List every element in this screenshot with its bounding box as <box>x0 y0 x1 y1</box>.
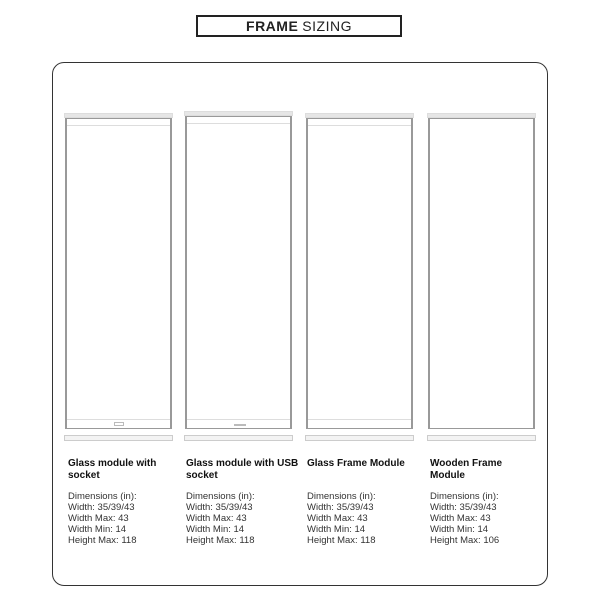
module-info <box>307 458 422 546</box>
module-drawing-glass-frame <box>305 113 414 441</box>
height-max: Height Max: 106 <box>430 535 500 546</box>
dim-label: Dimensions (in): <box>430 491 499 502</box>
height-max: Height Max: 118 <box>186 535 255 546</box>
height-max: Height Max: 118 <box>307 535 376 546</box>
module-name: Glass Frame Module <box>307 458 405 469</box>
title-bold: FRAME <box>246 18 299 34</box>
width: Width: 35/39/43 <box>186 502 253 513</box>
usb-socket-icon <box>234 424 246 426</box>
height-max: Height Max: 118 <box>68 535 137 546</box>
module-info <box>430 458 520 546</box>
width-min: Width Min: 14 <box>186 524 245 535</box>
module-name: Glass module with USB socket <box>186 458 299 481</box>
width-min: Width Min: 14 <box>307 524 366 535</box>
width: Width: 35/39/43 <box>430 502 497 513</box>
width-max: Width Max: 43 <box>68 513 129 524</box>
socket-icon <box>114 422 124 426</box>
module-drawing-usb <box>184 111 293 441</box>
title-rest: SIZING <box>302 18 352 34</box>
width-max: Width Max: 43 <box>186 513 247 524</box>
page-title <box>196 15 402 37</box>
width: Width: 35/39/43 <box>68 502 135 513</box>
module-info <box>186 458 301 546</box>
width-max: Width Max: 43 <box>430 513 491 524</box>
dim-label: Dimensions (in): <box>186 491 255 502</box>
module-name: Wooden Frame Module <box>430 458 503 481</box>
width: Width: 35/39/43 <box>307 502 374 513</box>
dim-label: Dimensions (in): <box>68 491 137 502</box>
module-drawing-socket <box>64 113 173 441</box>
width-min: Width Min: 14 <box>430 524 489 535</box>
width-min: Width Min: 14 <box>68 524 127 535</box>
width-max: Width Max: 43 <box>307 513 368 524</box>
module-info <box>68 458 183 546</box>
dim-label: Dimensions (in): <box>307 491 376 502</box>
module-drawing-wooden-frame <box>427 113 536 441</box>
module-name: Glass module with socket <box>68 458 157 481</box>
